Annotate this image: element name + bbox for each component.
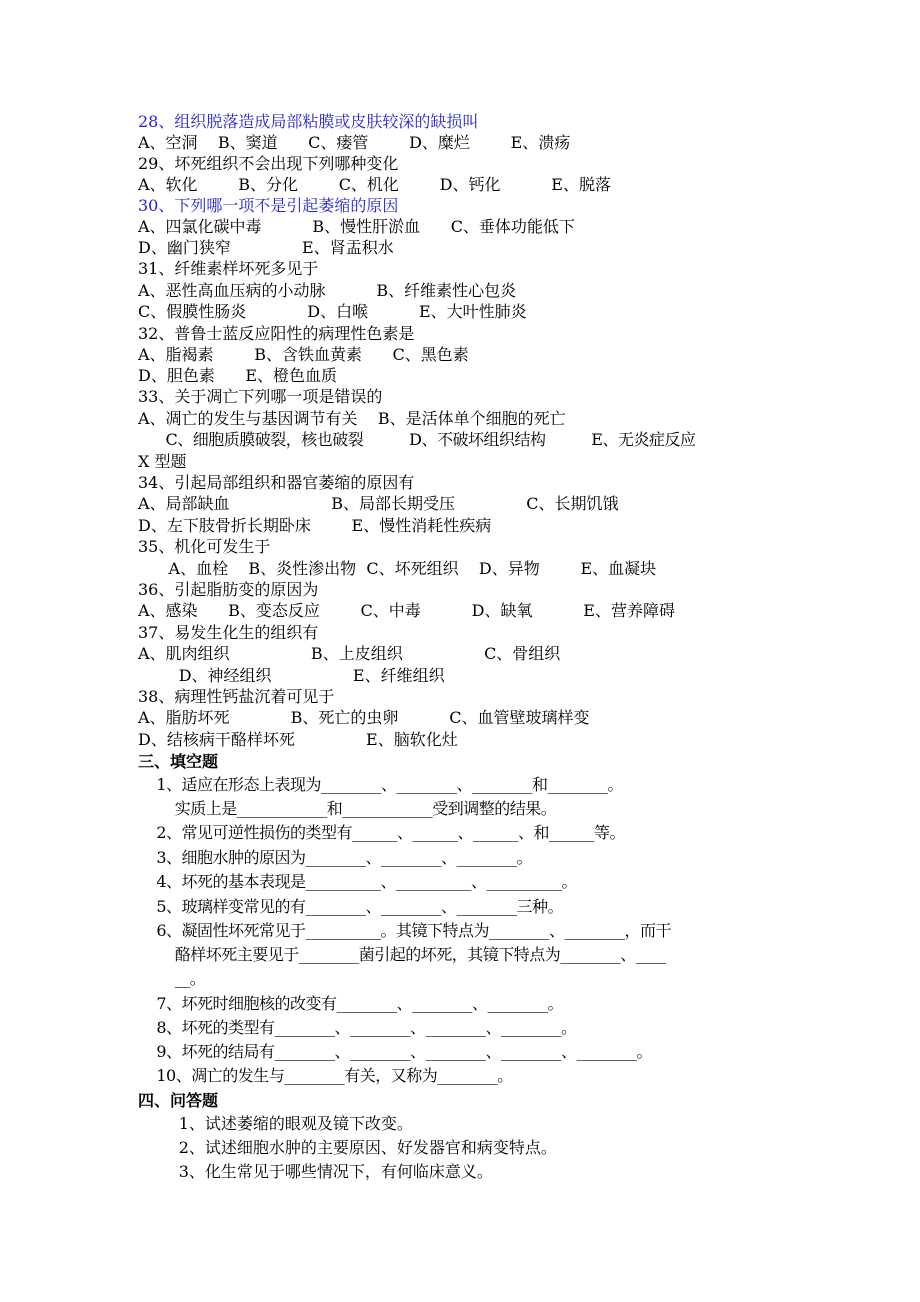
options-30-a: A、四氯化碳中毒 B、慢性肝淤血 C、垂体功能低下 xyxy=(138,217,575,236)
question-30: 30、下列哪一项不是引起萎缩的原因 xyxy=(138,196,399,215)
essay-1: 1、试述萎缩的眼观及镜下改变。 xyxy=(138,1114,413,1133)
fill-in-6: 6、凝固性坏死常见于__________。其镜下特点为________、________，而干 xyxy=(138,921,672,940)
question-36: 36、引起脂肪变的原因为 xyxy=(138,580,319,599)
fill-in-6-end: __。 xyxy=(138,969,206,988)
fill-in-1: 1、适应在形态上表现为________、________、________和________。 xyxy=(138,775,624,794)
question-37: 37、易发生化生的组织有 xyxy=(138,623,319,642)
fill-in-2: 2、常见可逆性损伤的类型有______、______、______、和______等。 xyxy=(138,823,626,842)
options-32-b: D、胆色素 E、橙色血质 xyxy=(138,366,338,385)
fill-in-4: 4、坏死的基本表现是__________、__________、__________。 xyxy=(138,872,578,891)
options-38-a: A、脂肪坏死 B、死亡的虫卵 C、血管壁玻璃样变 xyxy=(138,708,590,727)
fill-in-6-cont: 酪样坏死主要见于________菌引起的坏死，其镜下特点为________、____ xyxy=(138,945,666,964)
options-33-a: A、凋亡的发生与基因调节有关 B、是活体单个细胞的死亡 xyxy=(138,409,566,428)
options-29: A、软化 B、分化 C、机化 D、钙化 E、脱落 xyxy=(138,175,611,194)
options-35: A、血栓 B、炎性渗出物 C、坏死组织 D、异物 E、血凝块 xyxy=(138,559,657,578)
question-33: 33、关于凋亡下列哪一项是错误的 xyxy=(138,387,383,406)
fill-in-3: 3、细胞水肿的原因为________、________、________。 xyxy=(138,848,533,867)
essay-3: 3、化生常见于哪些情况下，有何临床意义。 xyxy=(138,1162,493,1181)
fill-in-10: 10、凋亡的发生与________有关，又称为________。 xyxy=(138,1066,513,1085)
section-x-type: X 型题 xyxy=(138,452,187,471)
fill-in-8: 8、坏死的类型有________、________、________、________。 xyxy=(138,1018,577,1037)
question-38: 38、病理性钙盐沉着可见于 xyxy=(138,687,335,706)
options-28: A、空洞 B、窦道 C、瘘管 D、糜烂 E、溃疡 xyxy=(138,133,571,152)
section-fill-in-title: 三、填空题 xyxy=(138,752,219,771)
essay-2: 2、试述细胞水肿的主要原因、好发器官和病变特点。 xyxy=(138,1138,557,1157)
options-34-b: D、左下肢骨折长期卧床 E、慢性消耗性疾病 xyxy=(138,516,492,535)
question-34: 34、引起局部组织和器官萎缩的原因有 xyxy=(138,473,415,492)
options-38-b: D、结核病干酪样坏死 E、脑软化灶 xyxy=(138,730,458,749)
question-32: 32、普鲁士蓝反应阳性的病理性色素是 xyxy=(138,324,415,343)
section-essay-title: 四、问答题 xyxy=(138,1091,219,1110)
options-31-b: C、假膜性肠炎 D、白喉 E、大叶性肺炎 xyxy=(138,302,527,321)
options-37-b: D、神经组织 E、纤维组织 xyxy=(138,666,445,685)
fill-in-1-cont: 实质上是____________和____________受到调整的结果。 xyxy=(138,799,557,818)
options-37-a: A、肌肉组织 B、上皮组织 C、骨组织 xyxy=(138,644,561,663)
fill-in-9: 9、坏死的结局有________、________、________、________、________。 xyxy=(138,1042,653,1061)
options-30-b: D、幽门狭窄 E、肾盂积水 xyxy=(138,238,394,257)
question-35: 35、机化可发生于 xyxy=(138,537,271,556)
options-32-a: A、脂褐素 B、含铁血黄素 C、黑色素 xyxy=(138,345,469,364)
options-36: A、感染 B、变态反应 C、中毒 D、缺氧 E、营养障碍 xyxy=(138,601,675,620)
fill-in-7: 7、坏死时细胞核的改变有________、________、________。 xyxy=(138,994,564,1013)
question-28: 28、组织脱落造成局部粘膜或皮肤较深的缺损叫 xyxy=(138,112,479,131)
options-34-a: A、局部缺血 B、局部长期受压 C、长期饥饿 xyxy=(138,494,619,513)
question-31: 31、纤维素样坏死多见于 xyxy=(138,259,319,278)
fill-in-5: 5、玻璃样变常见的有________、________、________三种。 xyxy=(138,897,564,916)
options-33-b: C、细胞质膜破裂，核也破裂 D、不破坏组织结构 E、无炎症反应 xyxy=(138,430,696,449)
question-29: 29、坏死组织不会出现下列哪种变化 xyxy=(138,154,399,173)
options-31-a: A、恶性高血压病的小动脉 B、纤维素性心包炎 xyxy=(138,281,517,300)
